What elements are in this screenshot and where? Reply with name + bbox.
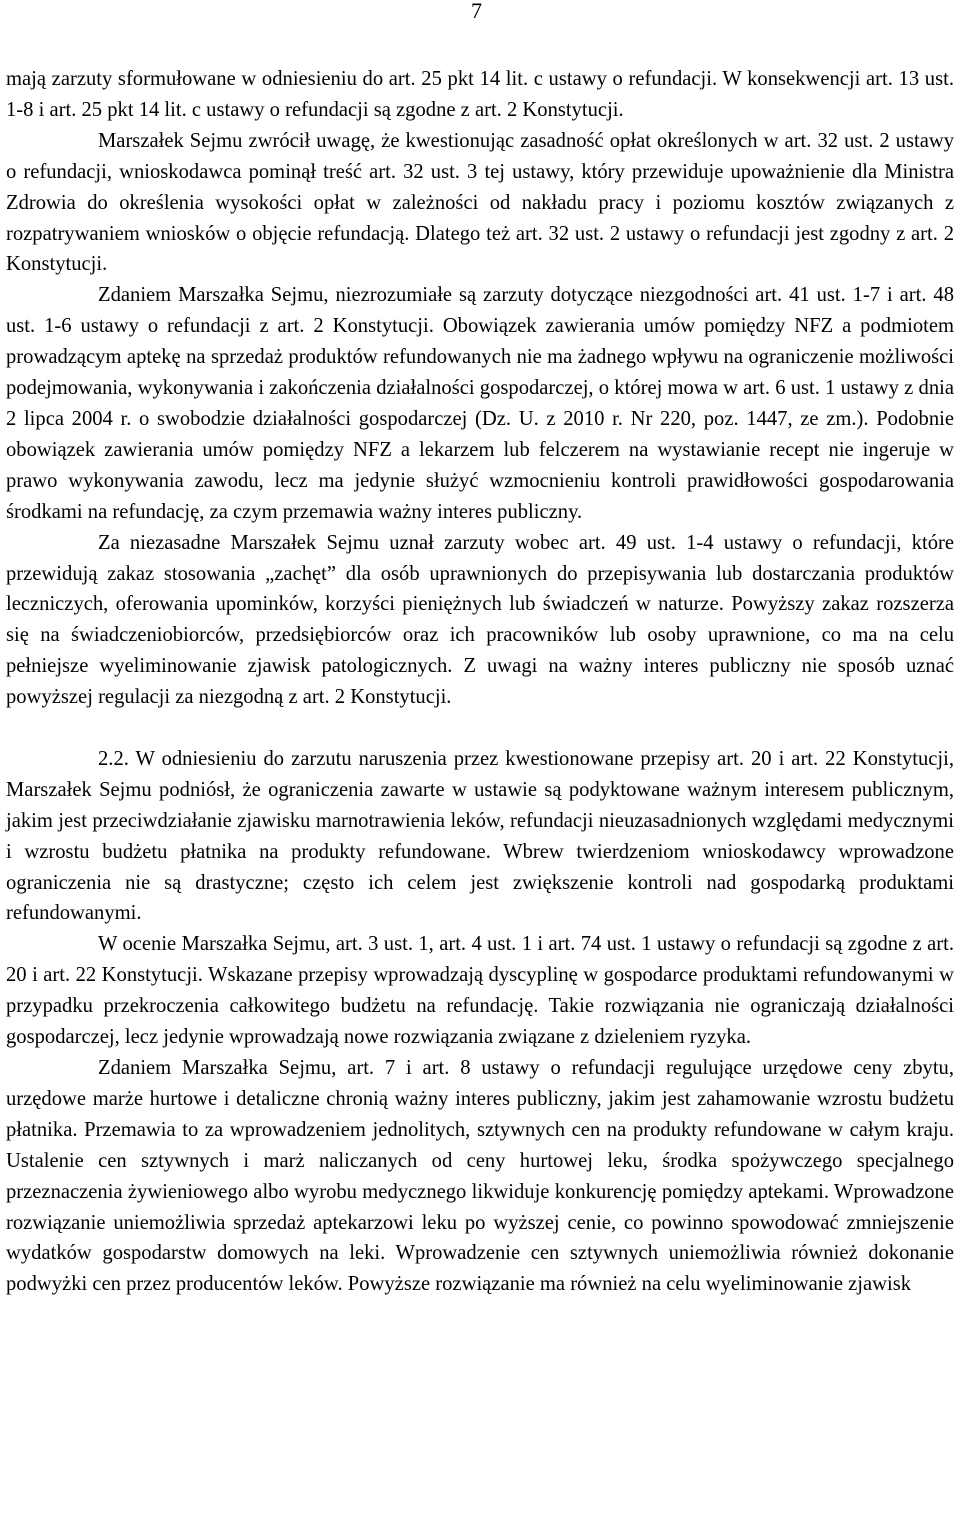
paragraph-3: Zdaniem Marszałka Sejmu, niezrozumiałe są zarzuty dotyczące niezgodności art. 41 ust. 1-7 i art. 48 ust. 1-6 ustawy o refundacji z art. 2 Konstytucji. Obowiązek zawierania umów pomiędzy NFZ a podmiotem prowadzącym aptekę na sprzedaż produktów refundowanych nie ma żadnego wpływu na ograniczenie możliwości podejmowania, wykonywania i zakończenia działalności gospodarczej, o której mowa w art. 6 ust. 1 ustawy z dnia 2 lipca 2004 r. o swobodzie działalności gospodarczej (Dz. U. z 2010 r. Nr 220, poz. 1447, ze zm.). Podobnie obowiązek zawierania umów pomiędzy NFZ a lekarzem lub felczerem na wystawianie recept nie ingeruje w prawo wykonywania zawodu, lecz ma jedynie służyć wzmocnieniu kontroli prawidłowości gospodarowania środkami na refundację, za czym przemawia ważny interes publiczny. [6,284,954,523]
page-number: 7 [471,0,482,23]
paragraph-section-2-2: 2.2. W odniesieniu do zarzutu naruszenia przez kwestionowane przepisy art. 20 i art. 22 Konstytucji, Marszałek Sejmu podniósł, że ograniczenia zawarte w ustawie są podyktowane ważnym interesem publicznym, jakim jest przeciwdziałanie zjawisku marnotrawienia leków, refundacji nieuzasadnionych względami medycznymi i wzrostu budżetu płatnika na produkty refundowane. Wbrew twierdzeniom wnioskodawcy wprowadzone ograniczenia nie są drastyczne; często ich celem jest zwiększenie kontroli nad gospodarką produktami refundowanymi. [6,747,954,925]
paragraph-6: W ocenie Marszałka Sejmu, art. 3 ust. 1, art. 4 ust. 1 i art. 74 ust. 1 ustawy o refundacji są zgodne z art. 20 i art. 22 Konstytucji. Wskazane przepisy wprowadzają dyscyplinę w gospodarce produktami refundowanymi w przypadku przekroczenia całkowitego budżetu na refundację. Takie rozwiązania nie ograniczają działalności gospodarczej, lecz jedynie wprowadzają nowe rozwiązania związane z dzieleniem ryzyka. [6,933,954,1049]
paragraph-2: Marszałek Sejmu zwrócił uwagę, że kwestionując zasadność opłat określonych w art. 32 ust. 2 ustawy o refundacji, wnioskodawca pominął treść art. 32 ust. 3 tej ustawy, który przewiduje upoważnienie dla Ministra Zdrowia do określenia wysokości opłat w zależności od nakładu pracy i poziomu kosztów związanych z rozpatrywaniem wniosków o objęcie refundacją. Dlatego też art. 32 ust. 2 ustawy o refundacji jest zgodny z art. 2 Konstytucji. [6,129,954,276]
paragraph-7: Zdaniem Marszałka Sejmu, art. 7 i art. 8 ustawy o refundacji regulujące urzędowe ceny zbytu, urzędowe marże hurtowe i detaliczne chronią ważny interes publiczny, jakim jest zahamowanie wzrostu budżetu płatnika. Przemawia to za wprowadzeniem jednolitych, sztywnych cen na produkty refundowane w całym kraju. Ustalenie cen sztywnych i marż naliczanych od ceny hurtowej leku, środka spożywczego specjalnego przeznaczenia żywieniowego albo wyrobu medycznego likwiduje konkurencję pomiędzy aptekami. Wprowadzone rozwiązanie uniemożliwia sprzedaż aptekarzowi leku po wyższej cenie, co powinno spowodować zmniejszenie wydatków gospodarstw domowych na leki. Wprowadzenie cen sztywnych uniemożliwia również dokonanie podwyżki cen przez producentów leków. Powyższe rozwiązanie ma również na celu wyeliminowanie zjawisk [6,1056,954,1296]
paragraph-4: Za niezasadne Marszałek Sejmu uznał zarzuty wobec art. 49 ust. 1-4 ustawy o refundacji, które przewidują zakaz stosowania „zachęt” dla osób uprawnionych do przepisywania lub dostarczania produktów leczniczych, oferowania upominków, korzyści pieniężnych lub świadczeń w naturze. Powyższy zakaz rozszerza się na świadczeniobiorców, przedsiębiorców oraz ich pracowników lub osoby uprawnione, co ma na celu pełniejsze wyeliminowanie zjawisk patologicznych. Z uwagi na ważny interes publiczny nie sposób uznać powyższej regulacji za niezgodną z art. 2 Konstytucji. [6,531,954,709]
document-body [6,64,954,1300]
paragraph-1: mają zarzuty sformułowane w odniesieniu do art. 25 pkt 14 lit. c ustawy o refundacji. W konsekwencji art. 13 ust. 1-8 i art. 25 pkt 14 lit. c ustawy o refundacji są zgodne z art. 2 Konstytucji. [6,68,954,121]
